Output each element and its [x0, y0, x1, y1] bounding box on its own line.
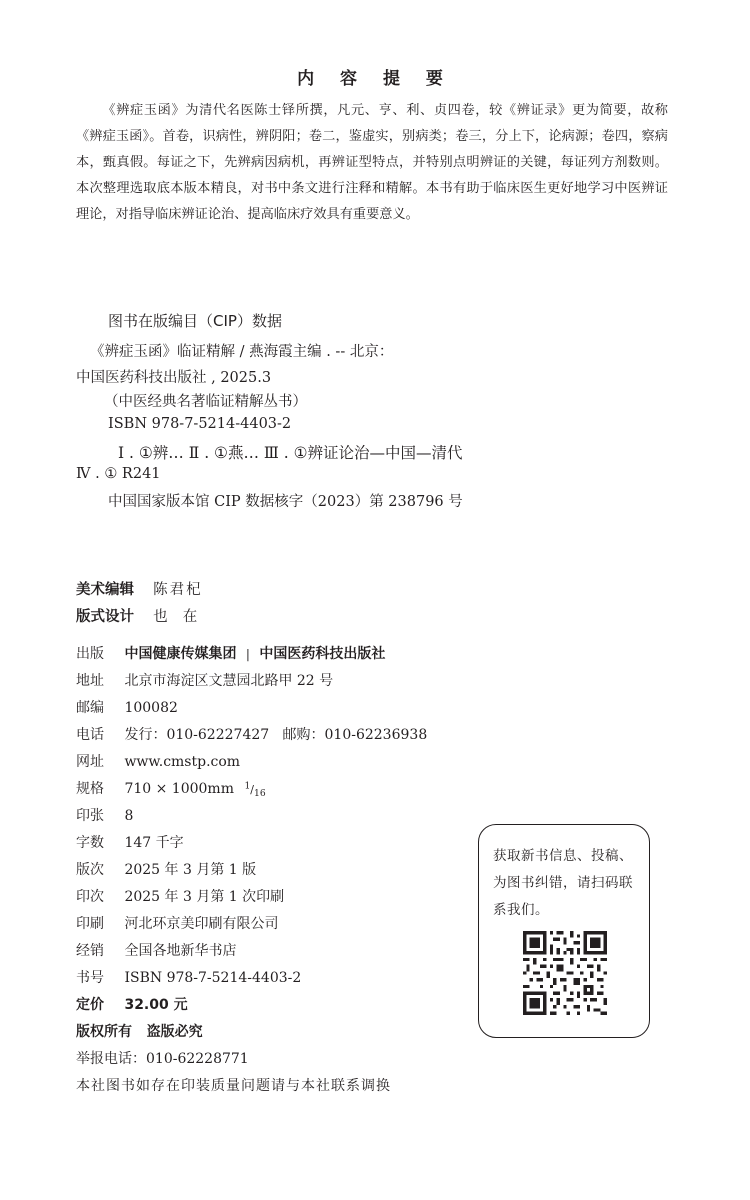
postcode-row — [76, 697, 178, 723]
phone-value: 发行：010-62227427 邮购：010-62236938 — [124, 727, 428, 743]
format-row: 规格 710 × 1000mm $^1/_{16}$ — [76, 778, 266, 804]
printing-row — [76, 886, 284, 912]
publisher-name: 中国医药科技出版社 — [259, 646, 386, 662]
printing-label: 印次 — [76, 889, 104, 905]
distributor-row — [76, 940, 236, 966]
isbn-value: ISBN 978-7-5214-4403-2 — [124, 970, 302, 986]
art-editor-label: 美术编辑 — [76, 582, 134, 598]
publisher-separator: | — [245, 647, 250, 661]
cip-line-publisher: 中国医药科技出版社 , 2025.3 — [76, 370, 272, 386]
phone-row — [76, 724, 427, 750]
distributor-value: 全国各地新华书店 — [124, 943, 237, 959]
publisher-row — [76, 643, 385, 669]
cip-line-title: 《辨症玉函》临证精解 / 燕海霞主编 . -- 北京： — [90, 344, 394, 360]
cip-heading: 图书在版编目（CIP）数据 — [108, 312, 282, 330]
edition-value: 2025 年 3 月第 1 版 — [124, 862, 257, 878]
cip-line-approval: 中国国家版本馆 CIP 数据核字（2023）第 238796 号 — [108, 494, 463, 510]
website-label: 网址 — [76, 754, 104, 770]
address-label: 地址 — [76, 673, 104, 689]
cip-line-isbn: ISBN 978-7-5214-4403-2 — [108, 416, 292, 432]
summary-title: 内 容 提 要 — [297, 69, 453, 89]
price-row — [76, 994, 188, 1020]
isbn-row — [76, 967, 301, 993]
words-row — [76, 832, 184, 858]
sheets-value: 8 — [124, 808, 134, 824]
art-editor-name: 陈君杞 — [153, 582, 203, 598]
isbn-label: 书号 — [76, 970, 104, 986]
website-row — [76, 751, 240, 777]
format-fraction-denominator: 16 — [254, 788, 266, 800]
copyright-notice: 版权所有 盗版必究 — [76, 1024, 203, 1040]
qr-caption: 获取新书信息、投稿、为图书纠错，请扫码联系我们。 — [493, 848, 633, 918]
summary-text: 《辨症玉函》为清代名医陈士铎所撰，凡元、亨、利、贞四卷，较《辨证录》更为简要，故称《辨症玉函》。首卷，识病性，辨阴阳；卷二，鉴虚实，别病类；卷三，分上下，论病源；卷四，察病本，甄真假。每证之下，先辨病因病机，再辨证型特点，并特别点明辨证的关键，每证列方剂数则。本次整理选取底本版本精良，对书中条文进行注释和精解。本书有助于临床医生更好地学习中医辨证理论，对指导临床辨证论治、提高临床疗效具有重要意义。 — [76, 103, 668, 222]
format-fraction-numerator: 1 — [244, 780, 251, 792]
postcode-value: 100082 — [124, 700, 178, 716]
edition-row — [76, 859, 256, 885]
layout-design-label: 版式设计 — [76, 609, 134, 625]
format-value: 710 × 1000mm — [124, 781, 234, 797]
printer-row — [76, 913, 278, 939]
publisher-group: 中国健康传媒集团 — [124, 646, 237, 662]
price-label: 定价 — [76, 997, 104, 1013]
layout-design-name: 也 在 — [153, 609, 200, 625]
format-label: 规格 — [76, 781, 104, 797]
printing-value: 2025 年 3 月第 1 次印刷 — [124, 889, 285, 905]
sheets-label: 印张 — [76, 808, 104, 824]
address-value: 北京市海淀区文慧园北路甲 22 号 — [124, 673, 334, 689]
report-phone: 举报电话：010-62228771 — [76, 1051, 249, 1067]
qr-box — [478, 824, 650, 1038]
words-label: 字数 — [76, 835, 104, 851]
publisher-label: 出版 — [76, 646, 104, 662]
sheets-row — [76, 805, 133, 831]
cip-line-classification: Ⅰ . ①辨… Ⅱ . ①燕… Ⅲ . ①辨证论治—中国—清代 — [118, 444, 463, 462]
phone-label: 电话 — [76, 727, 104, 743]
cip-line-clc: Ⅳ . ① R241 — [76, 466, 161, 482]
edition-label: 版次 — [76, 862, 104, 878]
website-value: www.cmstp.com — [124, 754, 241, 770]
qr-code-image[interactable] — [523, 931, 607, 1015]
address-row — [76, 670, 333, 696]
postcode-label: 邮编 — [76, 700, 104, 716]
distributor-label: 经销 — [76, 943, 104, 959]
price-value: 32.00 元 — [124, 997, 188, 1013]
cip-line-series: （中医经典名著临证精解丛书） — [104, 394, 307, 410]
printer-label: 印刷 — [76, 916, 104, 932]
printer-value: 河北环京美印刷有限公司 — [124, 916, 279, 932]
quality-notice: 本社图书如存在印装质量问题请与本社联系调换 — [76, 1078, 391, 1094]
words-value: 147 千字 — [124, 835, 184, 851]
